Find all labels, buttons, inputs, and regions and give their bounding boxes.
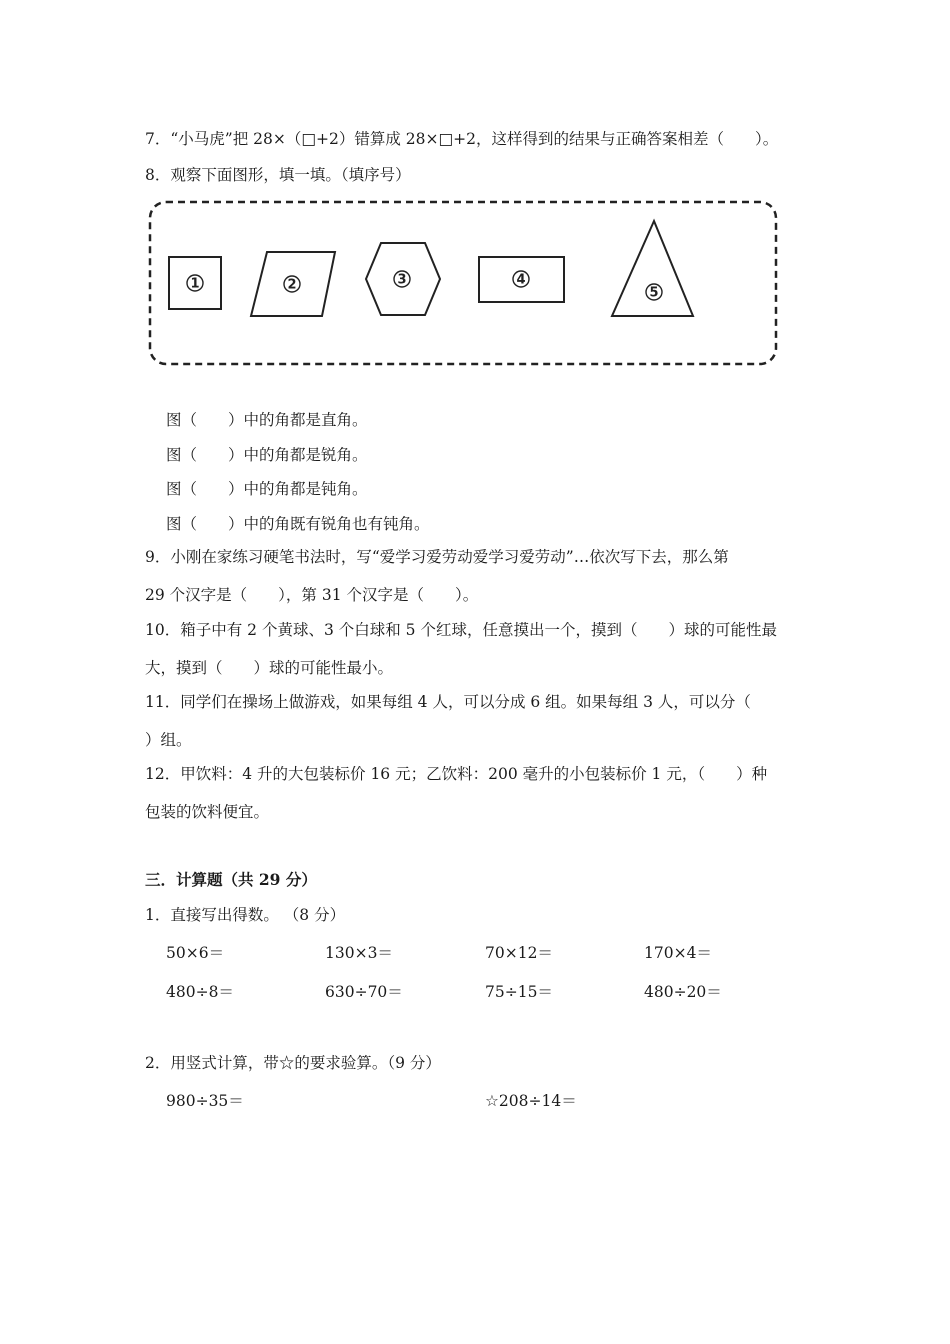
calc-1-item: 70×12＝ bbox=[485, 944, 553, 962]
shape-5-label: 5 bbox=[649, 285, 659, 301]
calc-2-item: 980÷35＝ bbox=[166, 1092, 244, 1110]
question-7: 7．“小马虎”把 28×（□+2）错算成 28×□+2，这样得到的结果与正确答案相差（ ）。 bbox=[145, 130, 779, 148]
shape-3-label: 3 bbox=[397, 272, 407, 288]
q8-right-angle-line: 图（ ）中的角都是直角。 bbox=[166, 411, 368, 429]
question-10-line-1: 10．箱子中有 2 个黄球、3 个白球和 5 个红球，任意摸出一个，摸到（ ）球的可能性最 bbox=[145, 621, 777, 639]
shape-4-label: 4 bbox=[516, 272, 526, 288]
calc-1-item: 170×4＝ bbox=[644, 944, 712, 962]
shape-5-triangle bbox=[612, 221, 693, 316]
q8-obtuse-angle-line: 图（ ）中的角都是钝角。 bbox=[166, 480, 368, 498]
shapes-figure bbox=[145, 196, 781, 368]
q8-mixed-angle-line: 图（ ）中的角既有锐角也有钝角。 bbox=[166, 515, 430, 533]
shape-1-label: 1 bbox=[190, 276, 200, 292]
section-3-title: 三．计算题（共 29 分） bbox=[145, 870, 317, 889]
question-11-line-1: 11．同学们在操场上做游戏，如果每组 4 人，可以分成 6 组。如果每组 3 人，可以分（ bbox=[145, 693, 751, 711]
question-12-line-2: 包装的饮料便宜。 bbox=[145, 803, 270, 821]
shape-4-rectangle bbox=[479, 257, 564, 302]
calc-2-title: 2．用竖式计算，带☆的要求验算。（9 分） bbox=[145, 1054, 441, 1072]
question-10-line-2: 大，摸到（ ）球的可能性最小。 bbox=[145, 659, 394, 677]
calc-1-item: 75÷15＝ bbox=[485, 983, 553, 1001]
q8-acute-angle-line: 图（ ）中的角都是锐角。 bbox=[166, 446, 368, 464]
calc-2-item: ☆208÷14＝ bbox=[485, 1092, 577, 1110]
calc-1-item: 50×6＝ bbox=[166, 944, 225, 962]
shape-3-hexagon bbox=[366, 243, 440, 315]
shape-2-parallelogram bbox=[251, 252, 335, 316]
question-9-line-2: 29 个汉字是（ ），第 31 个汉字是（ ）。 bbox=[145, 586, 479, 604]
calc-1-title: 1．直接写出得数。 （8 分） bbox=[145, 906, 346, 924]
question-8-title: 8．观察下面图形，填一填。（填序号） bbox=[145, 166, 411, 184]
question-12-line-1: 12．甲饮料：4 升的大包装标价 16 元；乙饮料：200 毫升的小包装标价 1 元，（ ）种 bbox=[145, 765, 768, 783]
question-11-line-2: ）组。 bbox=[145, 731, 192, 749]
question-9-line-1: 9．小刚在家练习硬笔书法时，写“爱学习爱劳动爱学习爱劳动”…依次写下去，那么第 bbox=[145, 548, 729, 566]
calc-1-item: 130×3＝ bbox=[325, 944, 393, 962]
dashed-border bbox=[150, 202, 776, 364]
calc-1-item: 480÷20＝ bbox=[644, 983, 722, 1001]
calc-1-item: 630÷70＝ bbox=[325, 983, 403, 1001]
shape-1-square bbox=[169, 257, 221, 309]
calc-1-item: 480÷8＝ bbox=[166, 983, 234, 1001]
shape-2-label: 2 bbox=[287, 277, 297, 293]
